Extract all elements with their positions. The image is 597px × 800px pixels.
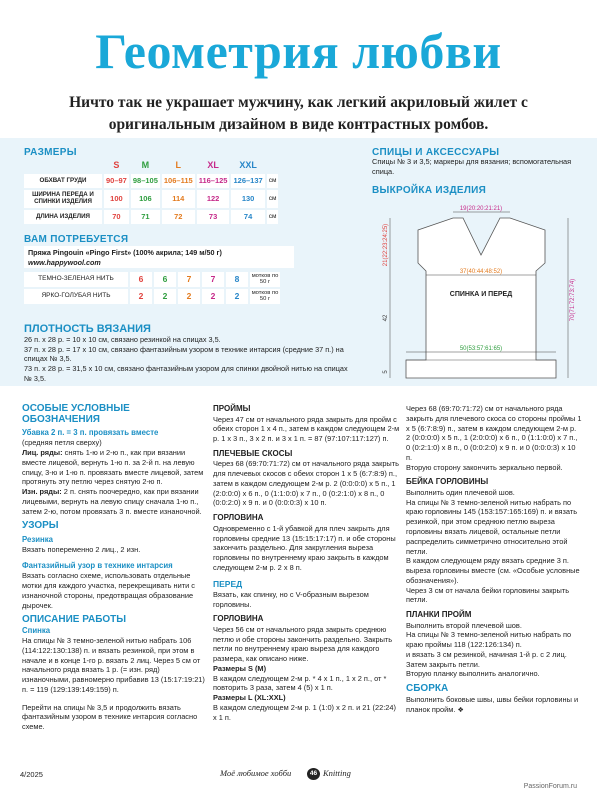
cell: 90–97 (104, 174, 129, 188)
cell: 7 (178, 272, 200, 287)
front-neckline-heading: ГОРЛОВИНА (213, 614, 264, 624)
sizes-table (22, 158, 280, 226)
unit: см (267, 210, 279, 224)
density-line: 37 п. х 28 р. = 17 х 10 см, связано фантазийным узором в технике интарсия (средние 37 п.) на спицах № 3,5. (24, 344, 344, 364)
work-description-heading: ОПИСАНИЕ РАБОТЫ (22, 614, 127, 626)
yarn-name-box (24, 246, 294, 268)
cell: 106–115 (162, 174, 195, 188)
cell: 2 (178, 289, 200, 304)
yarn-heading: ВАМ ПОТРЕБУЕТСЯ (24, 234, 129, 245)
text: Вторую сторону закончить зеркально первой. (406, 462, 563, 472)
cell: 72 (162, 210, 195, 224)
dark-green-label: ТЕМНО-ЗЕЛЕНАЯ НИТЬ (24, 272, 128, 287)
cell: 2 (202, 289, 224, 304)
piece-label: СПИНКА И ПЕРЕД (449, 291, 513, 298)
intarsia-heading: Фантазийный узор в технике интарсия (22, 560, 173, 570)
patterns-heading: УЗОРЫ (22, 520, 59, 532)
magazine-name: Моё любимое хобби (220, 768, 292, 778)
cell: 8 (226, 272, 248, 287)
tools-text: Спицы № 3 и 3,5; маркеры для вязания; вспомогательная спица. (372, 157, 572, 176)
pattern-diagram (378, 200, 578, 385)
dim-top-label: 19(20:20:21:21) (459, 206, 503, 212)
text: В каждом следующем ряду вязать средние 3 п. выреза горловины вместе (см. «Особые условные обозначения»). (406, 556, 580, 585)
garment-outline (406, 218, 556, 378)
cell: 73 (197, 210, 230, 224)
text: Перейти на спицы № 3,5 и продолжить вязать фантазийным узором в технике интарсия согласно схеме. (22, 702, 198, 732)
cell: 2 (154, 289, 176, 304)
size-m: M (141, 160, 150, 170)
brand-name: Knitting (323, 768, 351, 778)
pattern-heading: ВЫКРОЙКА ИЗДЕЛИЯ (372, 185, 487, 196)
label: Размеры L (XL:XXL) (213, 693, 286, 703)
armholes-heading: ПРОЙМЫ (213, 404, 251, 413)
unit: см (267, 174, 279, 188)
article-lead: Ничто так не украшает мужчину, как легкий акриловый жилет с оригинальным дизайном в виде контрастных ромбов. (69, 94, 528, 133)
yarn-site: www.happywool.com (28, 257, 101, 267)
text: Вторую планку выполнить аналогично. (406, 669, 540, 679)
label: Размеры S (M) (213, 663, 267, 673)
column-3 (406, 404, 582, 715)
column-2 (213, 404, 401, 723)
cell: 6 (130, 272, 152, 287)
article-title: Геометрия любви (95, 23, 502, 79)
density-line: 73 п. х 28 р. = 31,5 х 10 см, связано фантазийным узором для спинки двойной нитью на спицах № 3,5. (24, 363, 348, 383)
density-heading: ПЛОТНОСТЬ ВЯЗАНИЯ (24, 323, 151, 335)
density-text (24, 335, 354, 383)
column-1 (22, 404, 208, 732)
tools-heading: СПИЦЫ И АКСЕССУАРЫ (372, 147, 500, 158)
text: Через 3 см от начала бейки горловины закрыть петли. (406, 585, 570, 605)
dim-right-label: 70(71:72:73:74) (570, 278, 576, 322)
label: Изн. ряды: (22, 487, 62, 497)
cell: 114 (162, 190, 195, 208)
rib-heading: Резинка (22, 534, 53, 544)
shoulders-heading: ПЛЕЧЕВЫЕ СКОСЫ (213, 448, 293, 458)
text: На спицы № 3 темно-зеленой нитью набрать по краю проймы 118 (122:126:134) п. (406, 630, 572, 650)
text: На спицы № 3 темно-зеленой нитью набрать по краю горловины 145 (153:157:165:169) п. и вязать резинкой, при этом среднюю петлю выреза горловины вязать лицевой, остальные петли распределить симметрично относительно этой петли. (406, 497, 578, 556)
yarn-name: Пряжа Pingouin «Pingo First» (100% акрила; 149 м/50 г) (28, 248, 222, 257)
watermark: PassionForum.ru (523, 783, 577, 790)
unit: мотков по 50 г (250, 272, 280, 287)
text: 2 п. снять поочередно, как при вязании лицевыми, вернуть на левую спицу сначала 1-ю п., затем 2-ю, потом провязать 3 п. вместе изнаночной. (22, 487, 202, 516)
text: (средняя петля сверху) (22, 438, 102, 448)
back-heading: Спинка (22, 625, 51, 635)
text: Вязать, как спинку, но с V-образным вырезом горловины. (213, 589, 369, 609)
text: В каждом следующем 2-м р. * 4 х 1 п., 1 х 2 п., от * повторить 3 раза, затем 4 (5) х 1 п. (213, 673, 387, 693)
cell: 2 (226, 289, 248, 304)
cell: 116–125 (197, 174, 230, 188)
cell: 6 (154, 272, 176, 287)
cell: 130 (231, 190, 264, 208)
cell: 100 (104, 190, 129, 208)
text: и вязать 3 см резинкой, начиная 1-й р. с 2 лиц. (406, 649, 567, 659)
dim-left-top-label: 21(22:23:24:25) (383, 223, 389, 267)
size-xl: XL (207, 160, 219, 170)
cell: 106 (131, 190, 160, 208)
yarn-table (22, 270, 282, 306)
text: Выполнить второй плечевой шов. (406, 620, 522, 630)
armhole-bands-heading: ПЛАНКИ ПРОЙМ (406, 610, 472, 620)
dim-left-mid-label: 42 (383, 314, 389, 322)
row-width-label: ШИРИНА ПЕРЕДА И СПИНКИ ИЗДЕЛИЯ (24, 190, 102, 208)
text: Через 68 (69:70:71:72) см от начального ряда закрыть для плечевого скоса со стороны проймы 1 х 5 (6:7:8:9) п., затем в каждом следующем 2-м р. 2 (0:0:0:0) х 5 п., 1 (2:0:0:0) х 6 п., 0 (1:1:0:0) х 7 п., 0 (0:2:1:0) х 8 п., 0 (0:0:2:0) х 9 п. и 0 (0:0:0:3) х 10 п. (406, 404, 582, 462)
text: Через 68 (69:70:71:72) см от начального ряда закрыть для плечевых скосов с обеих сторон 1 х 5 (6:7:8:9) п., затем в каждом следующем 2-м р. 2 (0:0:0:0) х 5 п., 1 (2:0:0:0) х 6 п., 0 (1:1:0:0) х 7 п., 0 (0:2:1:0) х 8 п., 0 (0:0:2:0) х 9 п. и 0 (0:0:0:3) х 10 п. (213, 459, 399, 508)
dim-left-bot-label: 5 (383, 370, 389, 374)
purl-rows-text (22, 487, 208, 516)
page-number: 46 (307, 768, 320, 780)
bright-blue-label: ЯРКО-ГОЛУБАЯ НИТЬ (24, 289, 128, 304)
cell: 98–105 (131, 174, 160, 188)
row-length-label: ДЛИНА ИЗДЕЛИЯ (24, 210, 102, 224)
dim-mid-label: 37(40:44:48:52) (459, 269, 503, 275)
decrease-heading: Убавка 2 п. = 3 п. провязать вместе (22, 428, 159, 437)
text: Выполнить один плечевой шов. (406, 487, 515, 497)
cell: 70 (104, 210, 129, 224)
neckline-heading: ГОРЛОВИНА (213, 513, 264, 523)
neckband-heading: БЕЙКА ГОРЛОВИНЫ (406, 477, 489, 487)
issue-number: 4/2025 (20, 770, 43, 779)
unit: мотков по 50 г (250, 289, 280, 304)
text: Через 56 см от начального ряда закрыть среднюю петлю и обе стороны закончить раздельно. Закрыть петли по внутреннему краю выреза для каждого размера, как описано ниже. (213, 624, 393, 664)
special-notation-heading: ОСОБЫЕ УСЛОВНЫЕ ОБОЗНАЧЕНИЯ (22, 403, 130, 425)
label: Лиц. ряды: (22, 448, 63, 458)
front-heading: ПЕРЕД (213, 578, 243, 589)
text: На спицы № 3 темно-зеленой нитью набрать 106 (114:122:130:138) п. и вязать резинкой, при этом в начале и в конце 1-го р. вязать 2 лиц. Через 5 см от начального ряда вязать 1 р. (= изн. ряд) изнаночными, равномерно прибавив 13 (15:17:19:21) п. = 119 (129:139:149:159) п. (22, 636, 205, 694)
size-s: S (113, 160, 120, 170)
cell: 7 (202, 272, 224, 287)
text: снять 1-ю и 2-ю п., как при вязании вместе лицевой, вернуть 1-ю п. за 2-й п. на левую спицу, 3-ю и 1-ю п. провязать вместе лицевой, затем протянуть эту петлю через снятую 2-ю п. (22, 448, 204, 487)
pattern-svg (378, 200, 578, 385)
cell: 2 (130, 289, 152, 304)
density-line: 26 п. х 28 р. = 10 х 10 см, связано резинкой на спицах 3,5. (24, 335, 221, 344)
text: Одновременно с 1-й убавкой для плеч закрыть для горловины средние 13 (15:15:17:17) п. и обе стороны закончить раздельно. Для закругления выреза горловины по внутреннему краю закрыть в каждом следующем 2-м р. 2 х 8 п. (213, 523, 396, 572)
cell: 71 (131, 210, 160, 224)
text: В каждом следующем 2-м р. 1 (1:0) х 2 п. и 21 (22:24) х 1 п. (213, 703, 396, 722)
assembly-heading: СБОРКА (406, 683, 449, 695)
text: Вязать согласно схеме, использовать отдельные мотки для каждого участка, перекрещивать нити с изнаночной стороны, предотвращая образование дырочек. (22, 571, 195, 610)
text: Вязать попеременно 2 лиц., 2 изн. (22, 545, 141, 555)
unit: см (267, 190, 279, 208)
dim-bottom-label: 50(53:57:61:65) (459, 346, 503, 352)
text: Затем закрыть петли. (406, 659, 480, 669)
knit-rows-text (22, 448, 208, 487)
sizes-heading: РАЗМЕРЫ (24, 147, 77, 158)
cell: 126–137 (231, 174, 264, 188)
end-mark-icon: ❖ (457, 706, 464, 714)
size-xxl: XXL (239, 160, 257, 170)
size-l: L (175, 160, 182, 170)
text: Выполнить боковые швы, швы бейки горловины и планок пройм. (406, 694, 579, 714)
text: Через 47 см от начального ряда закрыть для пройм с обеих сторон 1 х 4 п., затем в каждом следующем 2-м р. 1 х 3 п., 3 х 2 п. и 3 х 1 п. = 87 (97:107:117:127) п. (213, 414, 400, 444)
row-chest-label: ОБХВАТ ГРУДИ (24, 174, 102, 188)
cell: 74 (231, 210, 264, 224)
cell: 122 (197, 190, 230, 208)
